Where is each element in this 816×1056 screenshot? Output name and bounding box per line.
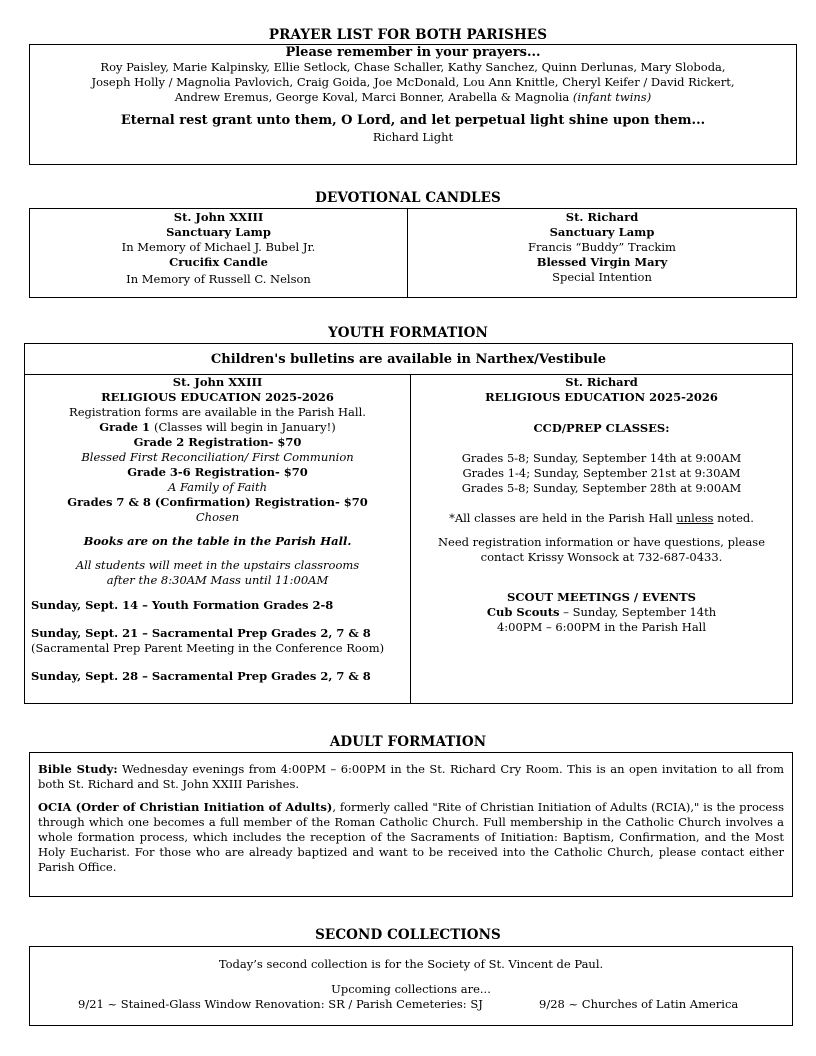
cub-scouts-time: 4:00PM – 6:00PM in the Parish Hall (496, 620, 707, 634)
adult-formation-title: ADULT FORMATION (329, 734, 487, 750)
upcoming-collection-item: 9/21 ~ Stained-Glass Window Renovation: SR / Parish Cemeteries: SJ (78, 997, 483, 1011)
prayer-remember-heading: Please remember in your prayers... (285, 45, 541, 60)
students-note-line1: All students will meet in the upstairs classrooms (75, 558, 360, 572)
banner-text: Children's bulletins are available in Narthex/Vestibule (210, 352, 607, 367)
upcoming-collections-row (30, 997, 792, 1013)
youth-right-re-title: RELIGIOUS EDUCATION 2025-2026 (485, 390, 718, 404)
prayer-names-line: Roy Paisley, Marie Kalpinsky, Ellie Setlock, Chase Schaller, Kathy Sanchez, Quinn Derlunas, Mary Sloboda, (100, 60, 726, 74)
prayer-names-text: Andrew Eremus, George Koval, Marci Bonner, Arabella & Magnolia (174, 90, 573, 104)
ocia-label: OCIA (Order of Christian Initiation of Adults) (38, 800, 333, 814)
eternal-rest-prayer: Eternal rest grant unto them, O Lord, and let perpetual light shine upon them... (120, 113, 706, 128)
youth-right-parish: St. Richard (565, 375, 638, 389)
bible-study-paragraph (38, 762, 784, 792)
candles-left-item1: Sanctuary Lamp (166, 225, 271, 239)
prayer-names-note: (infant twins) (572, 90, 652, 104)
candles-left-column (30, 209, 407, 297)
grade2-subtitle: Blessed First Reconciliation/ First Communion (81, 450, 354, 464)
candles-left-item2: Crucifix Candle (169, 255, 268, 269)
candles-right-item1: Sanctuary Lamp (549, 225, 655, 239)
grade7-8-registration: Grades 7 & 8 (Confirmation) Registration- $70 (67, 495, 368, 509)
registration-contact-line1: Need registration information or have questions, please (437, 535, 766, 549)
schedule-sept14: Sunday, Sept. 14 – Youth Formation Grades 2-8 (31, 598, 334, 612)
candles-right-item2: Blessed Virgin Mary (536, 255, 668, 269)
upcoming-collections-label: Upcoming collections are... (331, 982, 491, 996)
bible-study-label: Bible Study: (38, 762, 118, 776)
second-collections-title: SECOND COLLECTIONS (315, 927, 501, 943)
candles-right-item2-text: Special Intention (552, 270, 652, 284)
scout-meetings-heading: SCOUT MEETINGS / EVENTS (507, 590, 696, 604)
students-note-line2: after the 8:30AM Mass until 11:00AM (106, 573, 329, 587)
cub-scouts-line (411, 605, 792, 620)
registration-contact-line2: contact Krissy Wonsock at 732-687-0433. (480, 550, 723, 564)
cub-scouts-label: Cub Scouts (486, 605, 560, 619)
todays-collection: Today’s second collection is for the Society of St. Vincent de Paul. (218, 957, 604, 971)
grade7-8-subtitle: Chosen (195, 510, 240, 524)
held-text-underlined: unless (676, 511, 714, 525)
grade3-6-subtitle: A Family of Faith (167, 480, 268, 494)
adult-formation-box (29, 752, 793, 897)
ocia-text: , formerly called "Rite of Christian Initiation of Adults (RCIA)," is the process through which one becomes a full member of the Roman Catholic Church. Full membership in the Catholic Church involves a whole formation process, which includes the reception of the Sacraments of Initiation: Baptism, Confirmation, and the Most Holy Eucharist. For those who are already baptized and want to be received into the Catholic Church, please contact either Parish Office. (38, 800, 784, 874)
youth-left-parish: St. John XXIII (172, 375, 263, 389)
candles-right-column (408, 209, 796, 297)
youth-left-re-title: RELIGIOUS EDUCATION 2025-2026 (101, 390, 334, 404)
schedule-sept21-note: (Sacramental Prep Parent Meeting in the Conference Room) (31, 641, 385, 655)
candles-left-item1-text: In Memory of Michael J. Bubel Jr. (121, 240, 316, 254)
candles-left-parish: St. John XXIII (173, 210, 264, 224)
candles-left-item2-text: In Memory of Russell C. Nelson (126, 272, 311, 286)
grade1-note: (Classes will begin in January!) (153, 420, 336, 434)
second-collections-box (29, 946, 793, 1026)
classes-held-note (411, 511, 792, 526)
upcoming-collection-item: 9/28 ~ Churches of Latin America (539, 997, 739, 1011)
deceased-name: Richard Light (372, 130, 454, 144)
prayer-names-line (30, 90, 796, 105)
ccd-class-2: Grades 1-4; Sunday, September 21st at 9:30AM (462, 466, 741, 480)
candles-right-item1-text: Francis “Buddy” Trackim (528, 240, 676, 254)
books-note: Books are on the table in the Parish Hall. (83, 534, 352, 548)
youth-right-column (411, 375, 792, 703)
devotional-candles-title: DEVOTIONAL CANDLES (315, 190, 501, 206)
devotional-candles-box (29, 208, 797, 298)
youth-left-column (25, 375, 410, 703)
schedule-sept21: Sunday, Sept. 21 – Sacramental Prep Grades 2, 7 & 8 (31, 626, 371, 640)
schedule-sept28: Sunday, Sept. 28 – Sacramental Prep Grades 2, 7 & 8 (31, 669, 371, 683)
ccd-class-3: Grades 5-8; Sunday, September 28th at 9:00AM (461, 481, 742, 495)
youth-formation-title: YOUTH FORMATION (328, 325, 488, 341)
candles-right-parish: St. Richard (565, 210, 639, 224)
ccd-class-1: Grades 5-8; Sunday, September 14th at 9:00AM (461, 451, 742, 465)
ocia-paragraph (38, 800, 784, 875)
grade1-label: Grade 1 (99, 420, 154, 434)
held-text-b: noted. (713, 511, 754, 525)
prayer-list-title: PRAYER LIST FOR BOTH PARISHES (268, 27, 548, 43)
registration-forms-note: Registration forms are available in the Parish Hall. (69, 405, 366, 419)
grade2-registration: Grade 2 Registration- $70 (133, 435, 302, 449)
prayer-names-line: Joseph Holly / Magnolia Pavlovich, Craig Goida, Joe McDonald, Lou Ann Knittle, Cheryl Keifer / David Rickert, (91, 75, 735, 89)
grade3-6-registration: Grade 3-6 Registration- $70 (127, 465, 308, 479)
cub-scouts-date: – Sunday, September 14th (559, 605, 717, 619)
prayer-list-box (29, 44, 797, 165)
bible-study-text: Wednesday evenings from 4:00PM – 6:00PM in the St. Richard Cry Room. This is an open invitation to all from both St. Richard and St. John XXIII Parishes. (38, 762, 785, 791)
grade1-line (31, 420, 404, 435)
childrens-bulletins-banner (24, 343, 793, 375)
held-text-a: *All classes are held in the Parish Hall (449, 511, 677, 525)
ccd-prep-heading: CCD/PREP CLASSES: (533, 421, 670, 435)
youth-formation-box (24, 374, 793, 704)
